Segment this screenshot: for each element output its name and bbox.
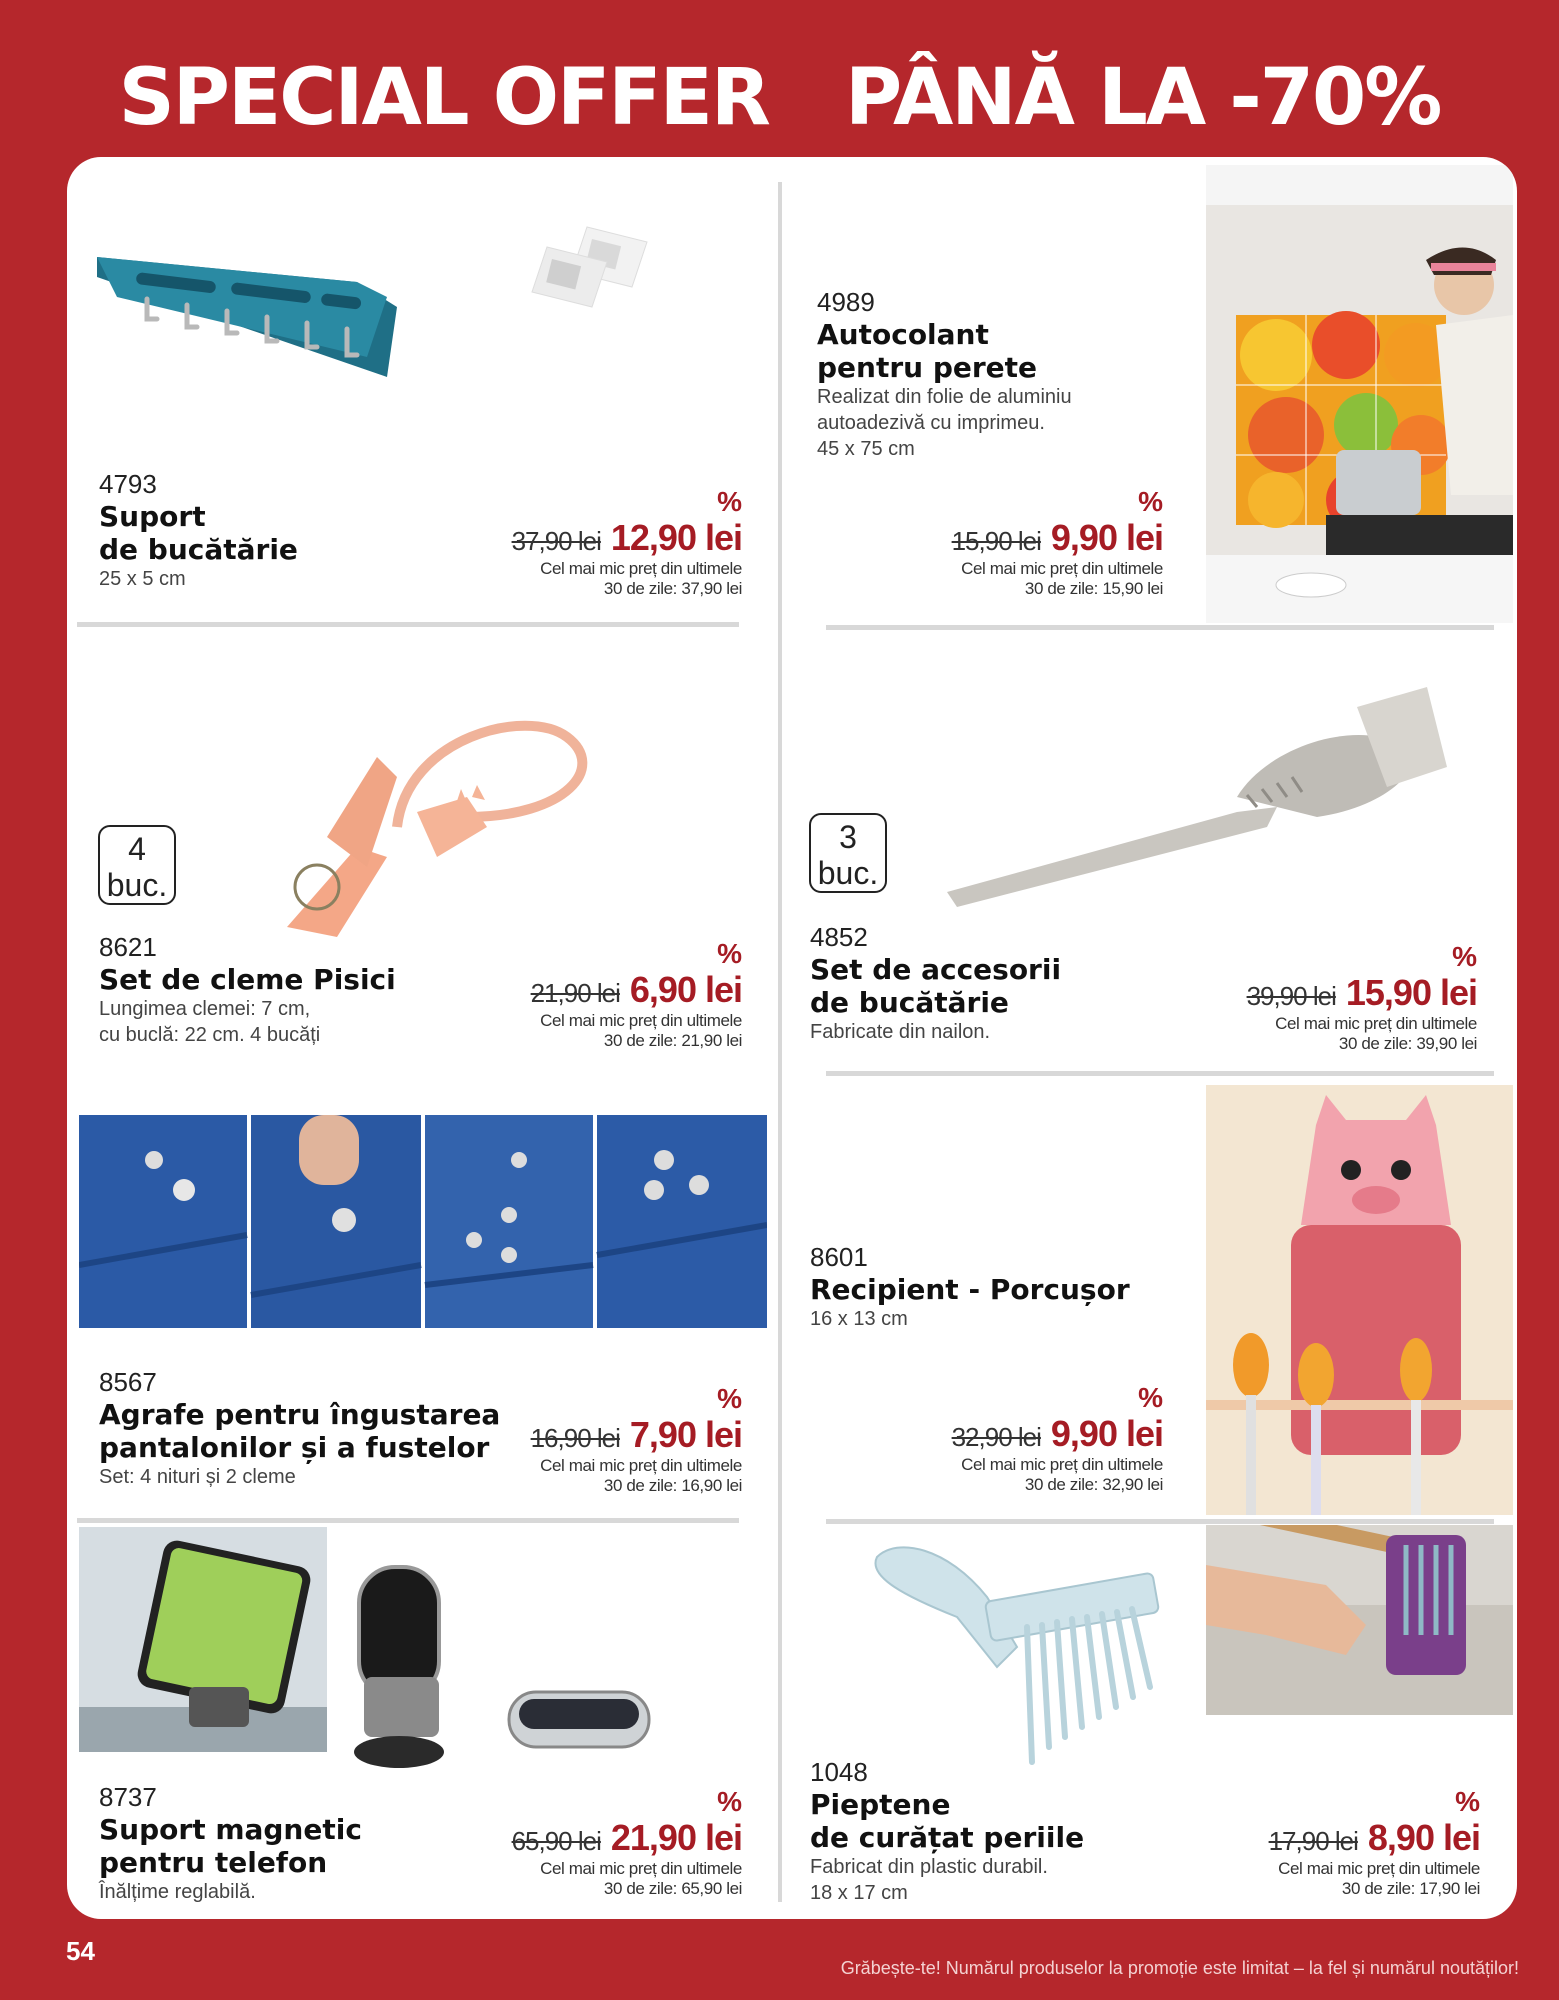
old-price: 32,90 lei: [951, 1422, 1041, 1452]
header-right: PÂNĂ LA -70%: [844, 53, 1441, 143]
new-price: 8,90 lei: [1367, 1817, 1480, 1858]
product-title: Suport: [99, 500, 206, 533]
discount-percent: %: [1138, 1382, 1163, 1413]
jeans-clips-photos[interactable]: [79, 1115, 767, 1328]
badge-unit: buc.: [106, 867, 168, 903]
old-price: 21,90 lei: [530, 978, 620, 1008]
old-price: 65,90 lei: [511, 1826, 601, 1856]
price-note: Cel mai mic preț din ultimele: [1278, 1859, 1480, 1878]
discount-percent: %: [717, 1786, 742, 1817]
new-price: 6,90 lei: [629, 969, 742, 1010]
price-note: 30 de zile: 32,90 lei: [1024, 1475, 1163, 1494]
price-note: Cel mai mic preț din ultimele: [540, 1456, 742, 1475]
product-title: Recipient - Porcușor: [810, 1273, 1130, 1306]
price-note: 30 de zile: 65,90 lei: [603, 1879, 742, 1898]
price-note: Cel mai mic preț din ultimele: [1275, 1014, 1477, 1033]
kitchen-utensils-image[interactable]: [937, 677, 1457, 917]
product-code: 1048: [810, 1757, 868, 1787]
new-price: 9,90 lei: [1050, 1413, 1163, 1454]
product-title: pentru perete: [817, 351, 1038, 384]
new-price: 12,90 lei: [610, 517, 742, 558]
price-block: [442, 1787, 742, 1899]
price-block: [863, 487, 1163, 599]
price-note: 30 de zile: 21,90 lei: [603, 1031, 742, 1050]
row-divider: [826, 1071, 1494, 1076]
discount-percent: %: [1452, 941, 1477, 972]
product-code: 4793: [99, 469, 157, 499]
badge-unit: buc.: [817, 855, 879, 891]
product-title: Suport magnetic: [99, 1813, 362, 1846]
old-price: 39,90 lei: [1246, 981, 1336, 1011]
kitchen-rack-image[interactable]: [87, 187, 707, 487]
product-desc: cu buclă: 22 cm. 4 bucăți: [99, 1024, 321, 1046]
product-desc: 18 x 17 cm: [810, 1882, 908, 1904]
price-note: Cel mai mic preț din ultimele: [540, 1859, 742, 1878]
product-title: Set de cleme Pisici: [99, 963, 396, 996]
quantity-badge: [809, 813, 887, 893]
product-desc: Lungimea clemei: 7 cm,: [99, 998, 311, 1020]
pig-holder-photo[interactable]: [1206, 1085, 1513, 1515]
discount-percent: %: [717, 938, 742, 969]
vertical-divider: [778, 182, 782, 1902]
price-block: [863, 1383, 1163, 1495]
product-desc: 45 x 75 cm: [817, 438, 915, 460]
wall-sticker-photo[interactable]: [1206, 165, 1513, 623]
product-desc: Fabricate din nailon.: [810, 1021, 991, 1043]
product-code: 8567: [99, 1367, 157, 1397]
product-code: 4852: [810, 922, 868, 952]
product-title: Autocolant: [817, 318, 989, 351]
offer-header: [0, 48, 1559, 148]
product-title: Pieptene: [810, 1788, 951, 1821]
price-note: 30 de zile: 16,90 lei: [603, 1476, 742, 1495]
product-title: de bucătărie: [810, 986, 1009, 1019]
product-title: pantalonilor și a fustelor: [99, 1431, 490, 1464]
product-code: 8601: [810, 1242, 868, 1272]
price-block: [442, 939, 742, 1051]
price-note: Cel mai mic preț din ultimele: [961, 1455, 1163, 1474]
product-desc: 25 x 5 cm: [99, 568, 186, 590]
price-note: Cel mai mic preț din ultimele: [540, 1011, 742, 1030]
price-note: Cel mai mic preț din ultimele: [961, 559, 1163, 578]
product-desc: Realizat din folie de aluminiu: [817, 386, 1072, 408]
comb-image[interactable]: [867, 1537, 1197, 1777]
row-divider: [826, 625, 1494, 630]
discount-percent: %: [717, 486, 742, 517]
catalog-panel: [67, 157, 1517, 1919]
price-block: [442, 1384, 742, 1496]
product-desc: Fabricat din plastic durabil.: [810, 1856, 1048, 1878]
footer-note: Grăbește-te! Numărul produselor la promoție este limitat – la fel și numărul noutăților!: [840, 1958, 1519, 1978]
new-price: 15,90 lei: [1345, 972, 1477, 1013]
phone-holder-image[interactable]: [79, 1527, 709, 1777]
old-price: 15,90 lei: [951, 526, 1041, 556]
quantity-badge: [98, 825, 176, 905]
page-number: 54: [66, 1936, 95, 1966]
price-note: 30 de zile: 17,90 lei: [1341, 1879, 1480, 1898]
discount-percent: %: [1138, 486, 1163, 517]
price-block: [442, 487, 742, 599]
comb-usage-photo[interactable]: [1206, 1525, 1513, 1715]
header-left: SPECIAL OFFER: [118, 53, 769, 143]
product-title: de bucătărie: [99, 533, 298, 566]
price-note: 30 de zile: 37,90 lei: [603, 579, 742, 598]
old-price: 16,90 lei: [530, 1423, 620, 1453]
product-title: de curățat periile: [810, 1821, 1085, 1854]
product-desc: Înălțime reglabilă.: [99, 1881, 256, 1903]
product-desc: 16 x 13 cm: [810, 1308, 908, 1330]
discount-percent: %: [1455, 1786, 1480, 1817]
discount-percent: %: [717, 1383, 742, 1414]
old-price: 37,90 lei: [511, 526, 601, 556]
new-price: 9,90 lei: [1050, 517, 1163, 558]
badge-number: 3: [839, 819, 857, 855]
price-block: [1180, 1787, 1480, 1899]
product-code: 4989: [817, 287, 875, 317]
badge-number: 4: [128, 831, 146, 867]
product-desc: Set: 4 nituri și 2 cleme: [99, 1466, 296, 1488]
new-price: 7,90 lei: [629, 1414, 742, 1455]
price-note: 30 de zile: 39,90 lei: [1338, 1034, 1477, 1053]
product-code: 8621: [99, 932, 157, 962]
price-note: 30 de zile: 15,90 lei: [1024, 579, 1163, 598]
row-divider: [77, 1518, 739, 1523]
product-title: Set de accesorii: [810, 953, 1062, 986]
row-divider: [826, 1519, 1494, 1524]
product-title: pentru telefon: [99, 1846, 328, 1879]
price-note: Cel mai mic preț din ultimele: [540, 559, 742, 578]
old-price: 17,90 lei: [1268, 1826, 1358, 1856]
product-code: 8737: [99, 1782, 157, 1812]
product-title: Agrafe pentru îngustarea: [99, 1398, 501, 1431]
new-price: 21,90 lei: [610, 1817, 742, 1858]
row-divider: [77, 622, 739, 627]
price-block: [1177, 942, 1477, 1054]
cat-clips-image[interactable]: [267, 697, 697, 967]
product-desc: autoadezivă cu imprimeu.: [817, 412, 1045, 434]
